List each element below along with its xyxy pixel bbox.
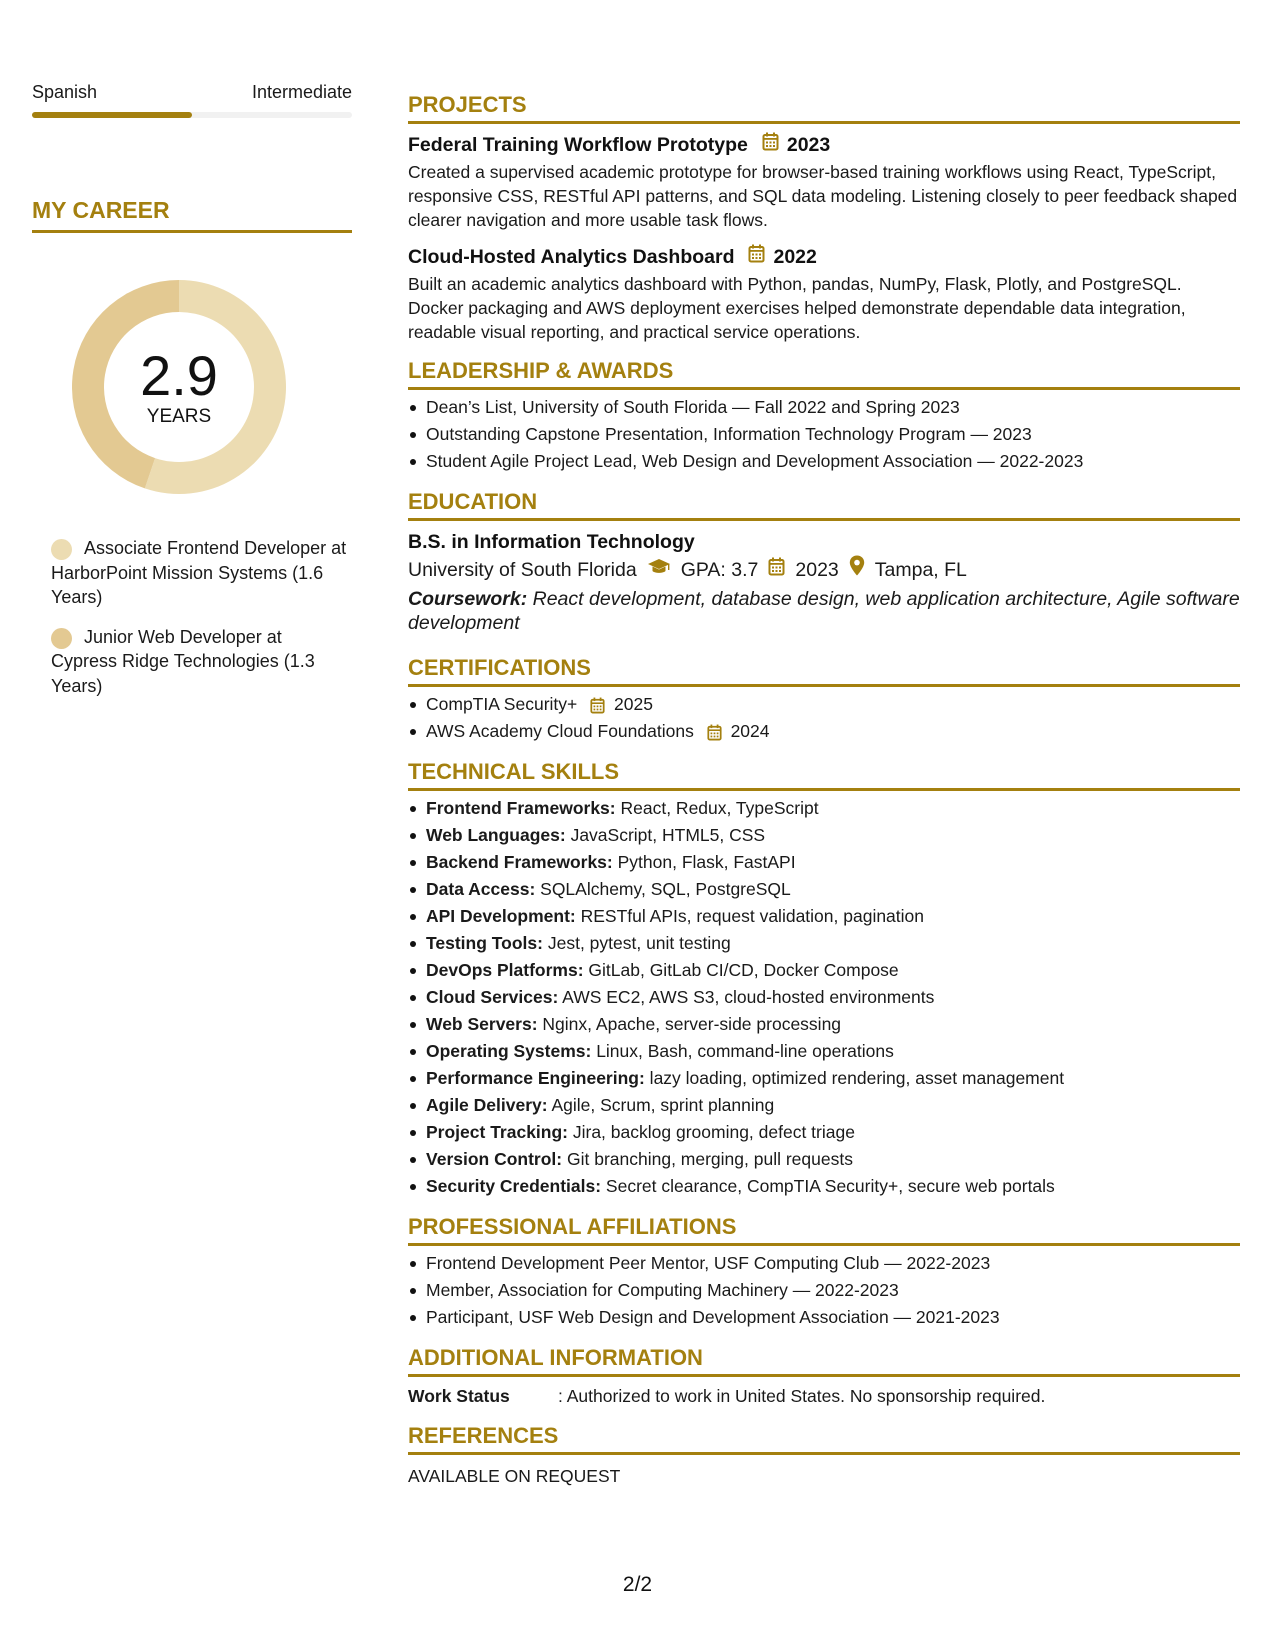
project-title-row [408,244,1240,270]
skills-heading: TECHNICAL SKILLS [408,759,1240,791]
calendar-icon [762,132,779,158]
legend-dot [51,628,72,649]
language-name: Spanish [32,82,98,102]
skill-label: Web Languages: [426,825,566,845]
skill-item [408,1119,1240,1146]
awards-heading: LEADERSHIP & AWARDS [408,358,1240,390]
awards-list [408,394,1240,475]
skill-label: Operating Systems: [426,1041,592,1061]
affiliations-section [408,1214,1240,1331]
language-row [32,80,352,104]
affiliations-list [408,1250,1240,1331]
page-number: 2/2 [622,1573,653,1596]
skill-value: Jira, backlog grooming, defect triage [568,1122,855,1142]
skill-label: Backend Frameworks: [426,852,613,872]
list-item: Frontend Development Peer Mentor, USF Computing Club — 2022-2023 [408,1250,1240,1277]
references-section [408,1423,1240,1489]
skill-item [408,1173,1240,1200]
skills-section [408,759,1240,1200]
skill-value: Nginx, Apache, server-side processing [537,1014,842,1034]
project-title-row [408,132,1240,158]
skill-item [408,984,1240,1011]
career-legend-item [51,536,351,610]
skill-value: Linux, Bash, command-line operations [591,1041,894,1061]
skill-label: Performance Engineering: [426,1068,645,1088]
location-pin-icon [849,555,865,585]
skill-item [408,876,1240,903]
skill-item [408,795,1240,822]
education-details [408,555,1240,585]
skill-value: SQLAlchemy, SQL, PostgreSQL [535,879,791,899]
skill-value: Secret clearance, CompTIA Security+, secure web portals [601,1176,1055,1196]
skill-item [408,1038,1240,1065]
education-gpa: GPA: 3.7 [680,559,759,581]
skill-value: GitLab, GitLab CI/CD, Docker Compose [583,960,899,980]
career-heading: MY CAREER [32,197,352,233]
left-column [32,80,352,696]
skill-item [408,957,1240,984]
skill-label: Agile Delivery: [426,1095,548,1115]
skill-value: RESTful APIs, request validation, pagination [575,906,925,926]
career-legend [51,536,351,713]
education-location: Tampa, FL [874,559,967,581]
skill-value: lazy loading, optimized rendering, asset management [644,1068,1065,1088]
calendar-icon [768,555,785,585]
calendar-icon [707,724,722,741]
references-text: AVAILABLE ON REQUEST [408,1466,621,1486]
list-item: Member, Association for Computing Machinery — 2022-2023 [408,1277,1240,1304]
certifications-section [408,655,1240,745]
skill-label: DevOps Platforms: [426,960,584,980]
calendar-icon [748,244,765,270]
skill-item [408,849,1240,876]
certification-name: AWS Academy Cloud Foundations [426,721,694,741]
career-legend-label: Junior Web Developer at Cypress Ridge Technologies (1.3 Years) [51,626,315,696]
references-heading: REFERENCES [408,1423,1240,1455]
skill-label: Version Control: [426,1149,563,1169]
legend-dot [51,539,72,560]
graduation-cap-icon [647,555,671,585]
skill-label: Cloud Services: [426,987,559,1007]
language-proficiency-fill [32,112,192,118]
skill-label: Security Credentials: [426,1176,602,1196]
education-coursework [408,587,1240,635]
career-years-unit: YEARS [146,406,212,427]
education-heading: EDUCATION [408,489,1240,521]
coursework-text: React development, database design, web application architecture, Agile software development [408,588,1240,634]
awards-section [408,358,1240,475]
education-year: 2023 [795,559,839,581]
skill-label: Frontend Frameworks: [426,798,616,818]
career-legend-item [51,625,351,699]
skill-label: Testing Tools: [426,933,543,953]
career-legend-label: Associate Frontend Developer at HarborPoint Mission Systems (1.6 Years) [51,538,347,607]
skill-value: AWS EC2, AWS S3, cloud-hosted environments [558,987,935,1007]
certification-date: 2024 [730,721,770,741]
skill-value: Agile, Scrum, sprint planning [547,1095,775,1115]
education-section [408,489,1240,635]
skill-value: Jest, pytest, unit testing [542,933,731,953]
skill-label: Data Access: [426,879,536,899]
skill-label: Project Tracking: [426,1122,568,1142]
project-description: Created a supervised academic prototype for browser-based training workflows using React, TypeScript, responsive CSS, RESTful API patterns, and SQL data modeling. Listening closely to peer feedback shaped clearer navigation and more usable task flows. [408,162,1238,230]
skill-item [408,1065,1240,1092]
list-item [408,691,1240,718]
project-date: 2022 [773,246,817,268]
language-level: Intermediate [251,82,352,102]
project-date: 2023 [786,134,831,156]
skill-value: Git branching, merging, pull requests [562,1149,853,1169]
skill-item [408,1011,1240,1038]
list-item: Student Agile Project Lead, Web Design and Development Association — 2022-2023 [408,448,1240,475]
project-description: Built an academic analytics dashboard with Python, pandas, NumPy, Flask, Plotly, and PostgreSQL. Docker packaging and AWS deployment exercises helped demonstrate dependable data integration, readable visual reporting, and practical service operations. [408,274,1186,342]
projects-section [408,92,1240,344]
right-column [408,92,1240,1503]
additional-section [408,1345,1240,1409]
education-degree: B.S. in Information Technology [408,531,695,553]
affiliations-heading: PROFESSIONAL AFFILIATIONS [408,1214,1240,1246]
calendar-icon [590,697,605,714]
projects-heading: PROJECTS [408,92,1240,124]
certification-date: 2025 [614,694,653,714]
skill-value: React, Redux, TypeScript [615,798,819,818]
language-proficiency-bar [32,112,352,118]
list-item [408,718,1240,745]
skill-item [408,930,1240,957]
certification-name: CompTIA Security+ [426,694,578,714]
certifications-list [408,691,1240,745]
education-school: University of South Florida [408,559,637,581]
skill-value: JavaScript, HTML5, CSS [565,825,766,845]
work-status-label: Work Status [408,1386,510,1406]
coursework-label: Coursework: [408,588,528,610]
skill-item [408,1092,1240,1119]
project-title: Cloud-Hosted Analytics Dashboard [408,246,735,268]
skill-item [408,903,1240,930]
skill-item [408,1146,1240,1173]
work-status-row [408,1383,1240,1409]
skill-label: API Development: [426,906,576,926]
career-total-years: 2.9 [140,344,218,407]
project-title: Federal Training Workflow Prototype [408,134,748,156]
skill-item [408,822,1240,849]
skill-value: Python, Flask, FastAPI [612,852,796,872]
skill-label: Web Servers: [426,1014,538,1034]
certifications-heading: CERTIFICATIONS [408,655,1240,687]
list-item: Outstanding Capstone Presentation, Information Technology Program — 2023 [408,421,1240,448]
list-item: Dean’s List, University of South Florida — Fall 2022 and Spring 2023 [408,394,1240,421]
additional-heading: ADDITIONAL INFORMATION [408,1345,1240,1377]
skills-list [408,795,1240,1200]
list-item: Participant, USF Web Design and Development Association — 2021-2023 [408,1304,1240,1331]
career-donut-chart [66,274,292,500]
work-status-value: : Authorized to work in United States. No sponsorship required. [558,1386,1046,1406]
